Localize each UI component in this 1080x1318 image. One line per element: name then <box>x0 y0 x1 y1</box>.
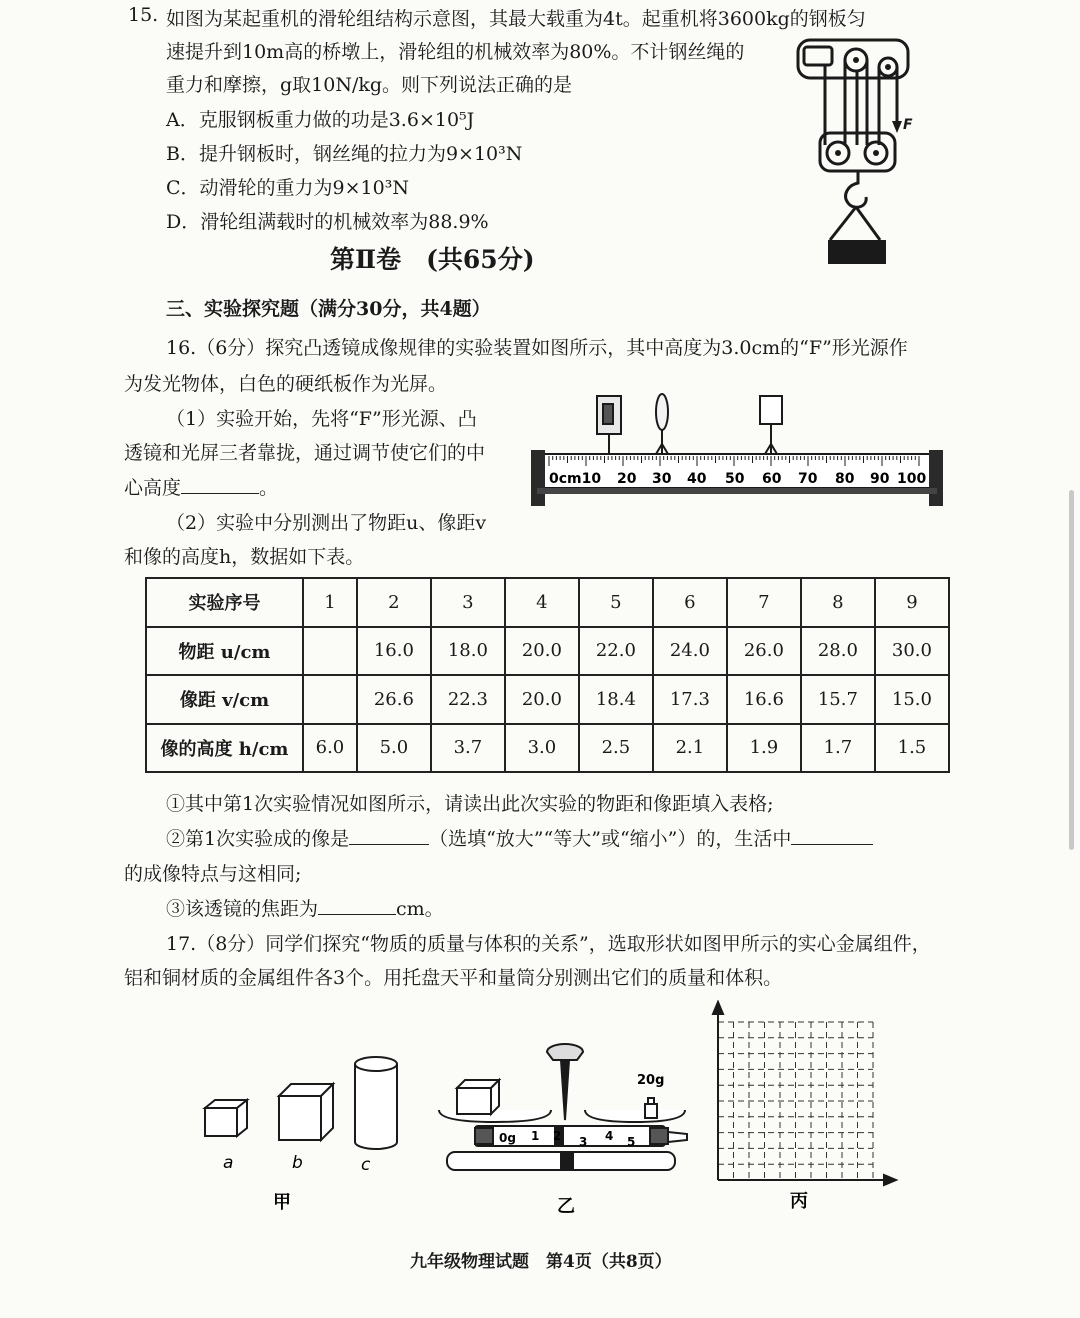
right-pan <box>585 1110 685 1122</box>
balance-dial <box>547 1044 583 1060</box>
bench-tick-90: 90 <box>870 471 890 487</box>
page-footer: 九年级物理试题 第4页（共8页） <box>410 1252 672 1272</box>
hook <box>846 171 867 207</box>
shape-label-a: a <box>223 1153 234 1173</box>
table-cell: 15.7 <box>801 675 875 724</box>
q16-part1-line3 <box>124 473 278 500</box>
figure-yi-balance <box>435 1040 697 1220</box>
q17-line2: 铝和铜材质的金属组件各3个。用托盘天平和量筒分别测出它们的质量和体积。 <box>124 967 783 989</box>
bench-tick-60: 60 <box>762 471 782 487</box>
table-cell: 6.0 <box>303 724 357 773</box>
q16-part1-line1: （1）实验开始，先将“F”形光源、凸 <box>166 408 477 430</box>
q16-sub3 <box>166 894 444 921</box>
table-cell: 15.0 <box>875 675 949 724</box>
table-cell: 4 <box>505 578 579 627</box>
scale-0g: 0g <box>499 1131 516 1145</box>
table-cell: 1.5 <box>875 724 949 773</box>
small-cube-a <box>205 1100 247 1136</box>
q16-sub2-text: ②第1次实验成的像是 <box>166 828 350 850</box>
table-cell: 16.0 <box>357 627 431 676</box>
table-cell: 1 <box>303 578 357 627</box>
scale-5: 5 <box>627 1135 636 1149</box>
table-cell-blank[interactable] <box>303 627 357 676</box>
q16-sub2-line2: 的成像特点与这相同; <box>124 863 302 885</box>
q15-option-b: B．提升钢板时，钢丝绳的拉力为9×10³N <box>166 143 523 165</box>
scrollbar[interactable] <box>1069 490 1074 850</box>
table-cell: 30.0 <box>875 627 949 676</box>
figure-label-yi: 乙 <box>557 1196 575 1217</box>
figure-bing-grid <box>700 1000 900 1220</box>
left-pan <box>439 1110 551 1122</box>
q16-part1-text: 心高度 <box>124 477 182 499</box>
bench-tick-80: 80 <box>835 471 855 487</box>
q15-line2: 速提升到10m高的桥墩上，滑轮组的机械效率为80%。不计钢丝绳的 <box>166 41 745 63</box>
q16-sub2-text-b: （选填“放大”“等大”或“缩小”）的，生活中 <box>429 828 792 850</box>
y-axis-arrow <box>713 1002 723 1014</box>
table-cell: 6 <box>653 578 727 627</box>
q16-sub3-unit: cm。 <box>396 898 444 920</box>
q15-line1: 如图为某起重机的滑轮组结构示意图，其最大载重为4t。起重机将3600kg的钢板匀 <box>166 8 866 30</box>
bench-tick-70: 70 <box>798 471 818 487</box>
table-cell: 18.0 <box>431 627 505 676</box>
table-header: 像的高度 h/cm <box>146 724 303 773</box>
answer-blank-image-type[interactable] <box>349 826 429 845</box>
large-cube-b <box>279 1084 333 1140</box>
q16-intro-line1: 16.（6分）探究凸透镜成像规律的实验装置如图所示，其中高度为3.0cm的“F”形光源作 <box>166 337 908 359</box>
bench-tick-50: 50 <box>725 471 745 487</box>
cylinder-c <box>355 1057 397 1149</box>
table-row-object-distance <box>146 627 949 676</box>
table-header: 像距 v/cm <box>146 675 303 724</box>
table-row-image-distance <box>146 675 949 724</box>
table-cell: 20.0 <box>505 627 579 676</box>
table-cell: 7 <box>727 578 801 627</box>
figure-label-jia: 甲 <box>273 1192 291 1213</box>
table-cell: 22.0 <box>579 627 653 676</box>
answer-blank-height[interactable] <box>181 475 259 494</box>
convex-lens <box>656 394 668 430</box>
table-cell: 8 <box>801 578 875 627</box>
scale-1: 1 <box>531 1129 540 1143</box>
table-cell: 2.5 <box>579 724 653 773</box>
table-cell: 1.9 <box>727 724 801 773</box>
table-cell: 1.7 <box>801 724 875 773</box>
table-cell: 18.4 <box>579 675 653 724</box>
balance-pointer <box>561 1060 569 1120</box>
q15-option-a: A．克服钢板重力做的功是3.6×10⁵J <box>166 109 475 131</box>
table-cell: 5.0 <box>357 724 431 773</box>
scale-3: 3 <box>579 1135 588 1149</box>
table-cell: 9 <box>875 578 949 627</box>
table-cell: 3 <box>431 578 505 627</box>
q16-sub3-text: ③该透镜的焦距为 <box>166 898 319 920</box>
answer-blank-focal-length[interactable] <box>318 896 396 915</box>
bench-tick-0: 0cm10 <box>549 471 602 487</box>
table-cell: 5 <box>579 578 653 627</box>
q16-intro-line2: 为发光物体，白色的硬纸板作为光屏。 <box>124 373 448 395</box>
bench-tick-100: 100 <box>897 471 927 487</box>
table-row-image-height <box>146 724 949 773</box>
table-header: 实验序号 <box>146 578 303 627</box>
table-cell: 20.0 <box>505 675 579 724</box>
table-header: 物距 u/cm <box>146 627 303 676</box>
table-cell: 26.6 <box>357 675 431 724</box>
table-cell: 3.0 <box>505 724 579 773</box>
figure-label-bing: 丙 <box>790 1191 808 1212</box>
table-cell: 2.1 <box>653 724 727 773</box>
q16-part1-end: 。 <box>259 477 279 499</box>
scale-4: 4 <box>605 1129 614 1143</box>
table-cell-blank[interactable] <box>303 675 357 724</box>
table-cell: 24.0 <box>653 627 727 676</box>
pulley-diagram <box>790 25 920 270</box>
shape-label-b: b <box>292 1153 303 1173</box>
weight-20g <box>645 1104 657 1118</box>
light-screen <box>760 396 782 424</box>
table-cell: 22.3 <box>431 675 505 724</box>
table-cell: 16.6 <box>727 675 801 724</box>
steel-plate <box>828 240 886 264</box>
x-axis-arrow <box>884 1175 896 1185</box>
section3-title: 三、实验探究题（满分30分，共4题） <box>166 298 491 320</box>
table-cell: 26.0 <box>727 627 801 676</box>
scale-2: 2 <box>553 1129 562 1143</box>
table-cell: 17.3 <box>653 675 727 724</box>
answer-blank-application[interactable] <box>791 826 873 845</box>
experiment-table <box>145 577 950 773</box>
figure-jia-metal-parts <box>195 1050 415 1220</box>
force-label: F <box>903 117 913 133</box>
table-cell: 28.0 <box>801 627 875 676</box>
weight-label: 20g <box>637 1073 665 1088</box>
q16-sub1: ①其中第1次实验情况如图所示，请读出此次实验的物距和像距填入表格; <box>166 793 774 815</box>
section2-title: 第Ⅱ卷 (共65分) <box>330 245 535 274</box>
q16-sub2-line1 <box>166 824 873 851</box>
q16-part1-line2: 透镜和光屏三者靠拢，通过调节使它们的中 <box>124 442 486 464</box>
bench-tick-30: 30 <box>652 471 672 487</box>
optical-bench <box>525 392 950 512</box>
q15-line3: 重力和摩擦，g取10N/kg。则下列说法正确的是 <box>166 74 573 96</box>
shape-label-c: c <box>361 1155 371 1175</box>
q16-part2-line1: （2）实验中分别测出了物距u、像距v <box>166 512 487 534</box>
q15-option-c: C．动滑轮的重力为9×10³N <box>166 177 409 199</box>
bench-tick-40: 40 <box>687 471 707 487</box>
table-cell: 2 <box>357 578 431 627</box>
q15-option-d: D．滑轮组满载时的机械效率为88.9% <box>166 211 489 233</box>
q16-part2-line2: 和像的高度h，数据如下表。 <box>124 546 365 568</box>
table-row-index <box>146 578 949 627</box>
table-cell: 3.7 <box>431 724 505 773</box>
bench-tick-20: 20 <box>617 471 637 487</box>
object-on-pan <box>457 1080 499 1114</box>
q15-number: 15. <box>128 4 159 26</box>
q17-line1: 17.（8分）同学们探究“物质的质量与体积的关系”，选取形状如图甲所示的实心金属组件， <box>166 933 931 955</box>
